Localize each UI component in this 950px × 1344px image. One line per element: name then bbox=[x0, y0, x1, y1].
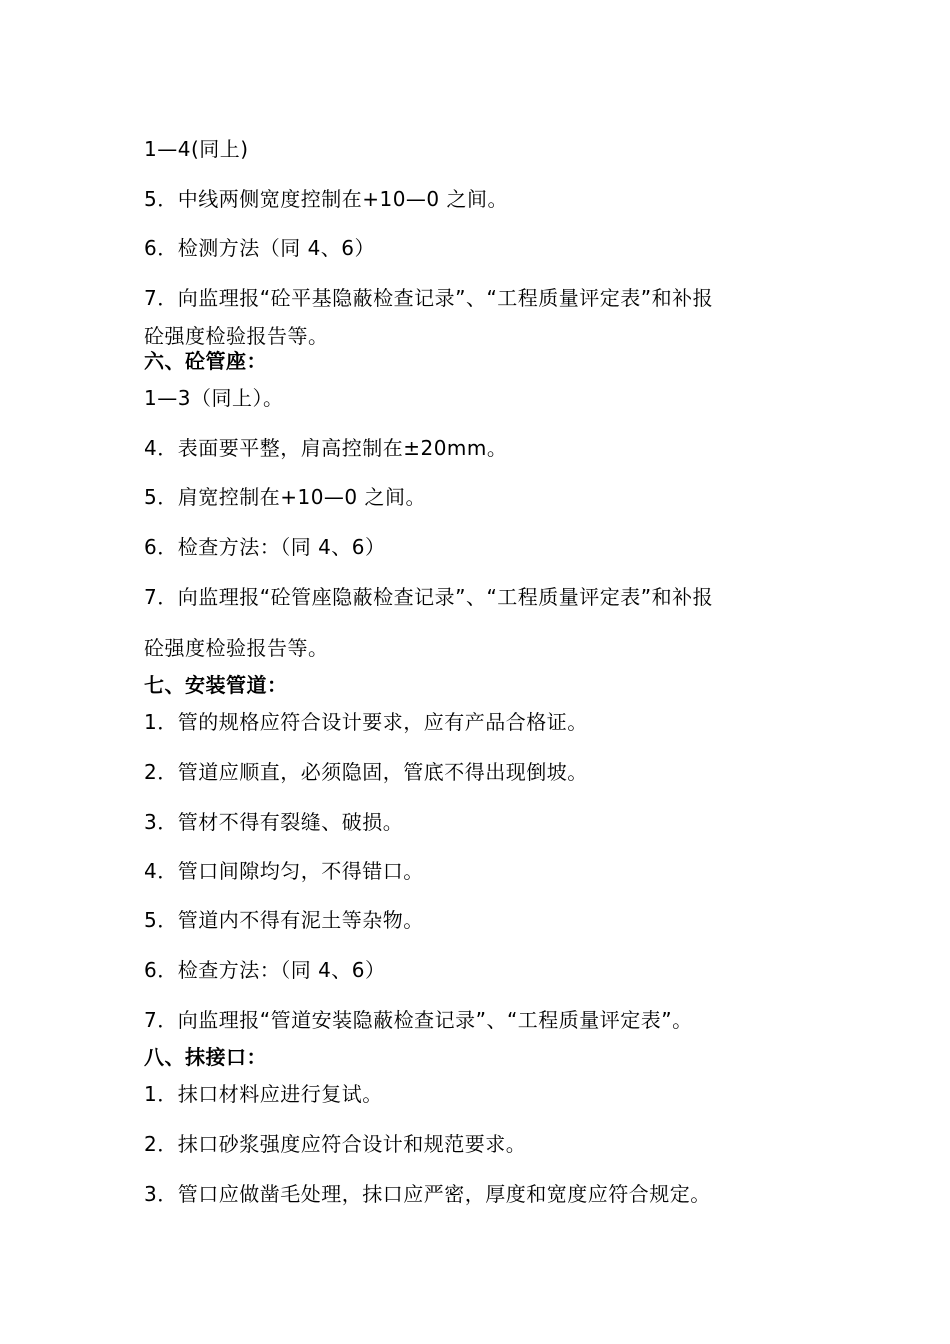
text-line: 7．向监理报“管道安装隐蔽检查记录”、“工程质量评定表”。 bbox=[144, 1008, 693, 1032]
text-line: 1—4(同上) bbox=[144, 137, 249, 161]
section-heading: 七、安装管道： bbox=[144, 673, 288, 697]
text-line: 6．检查方法：（同 4、6） bbox=[144, 958, 386, 982]
section-heading: 六、砼管座： bbox=[144, 349, 267, 373]
text-line: 4．管口间隙均匀，不得错口。 bbox=[144, 859, 424, 883]
text-line: 2．管道应顺直，必须隐固，管底不得出现倒坡。 bbox=[144, 760, 588, 784]
text-line: 3．管材不得有裂缝、破损。 bbox=[144, 810, 404, 834]
text-line: 7．向监理报“砼管座隐蔽检查记录”、“工程质量评定表”和补报 bbox=[144, 585, 714, 609]
text-line: 7．向监理报“砼平基隐蔽检查记录”、“工程质量评定表”和补报 bbox=[144, 286, 714, 310]
text-line: 6．检查方法：（同 4、6） bbox=[144, 535, 386, 559]
text-line: 3．管口应做凿毛处理，抹口应严密，厚度和宽度应符合规定。 bbox=[144, 1182, 711, 1206]
text-line: 5．肩宽控制在+10—0 之间。 bbox=[144, 485, 427, 509]
text-line: 1．抹口材料应进行复试。 bbox=[144, 1082, 383, 1106]
section-heading: 八、抹接口： bbox=[144, 1045, 267, 1069]
text-line: 1．管的规格应符合设计要求，应有产品合格证。 bbox=[144, 710, 588, 734]
text-line: 4．表面要平整，肩高控制在±20mm。 bbox=[144, 436, 508, 460]
text-line: 6．检测方法（同 4、6） bbox=[144, 236, 376, 260]
text-line: 砼强度检验报告等。 bbox=[144, 636, 329, 660]
text-line: 5．管道内不得有泥土等杂物。 bbox=[144, 908, 424, 932]
text-line: 5．中线两侧宽度控制在+10—0 之间。 bbox=[144, 187, 509, 211]
text-line: 砼强度检验报告等。 bbox=[144, 324, 329, 348]
text-line: 2．抹口砂浆强度应符合设计和规范要求。 bbox=[144, 1132, 527, 1156]
text-line: 1—3（同上）。 bbox=[144, 386, 284, 410]
